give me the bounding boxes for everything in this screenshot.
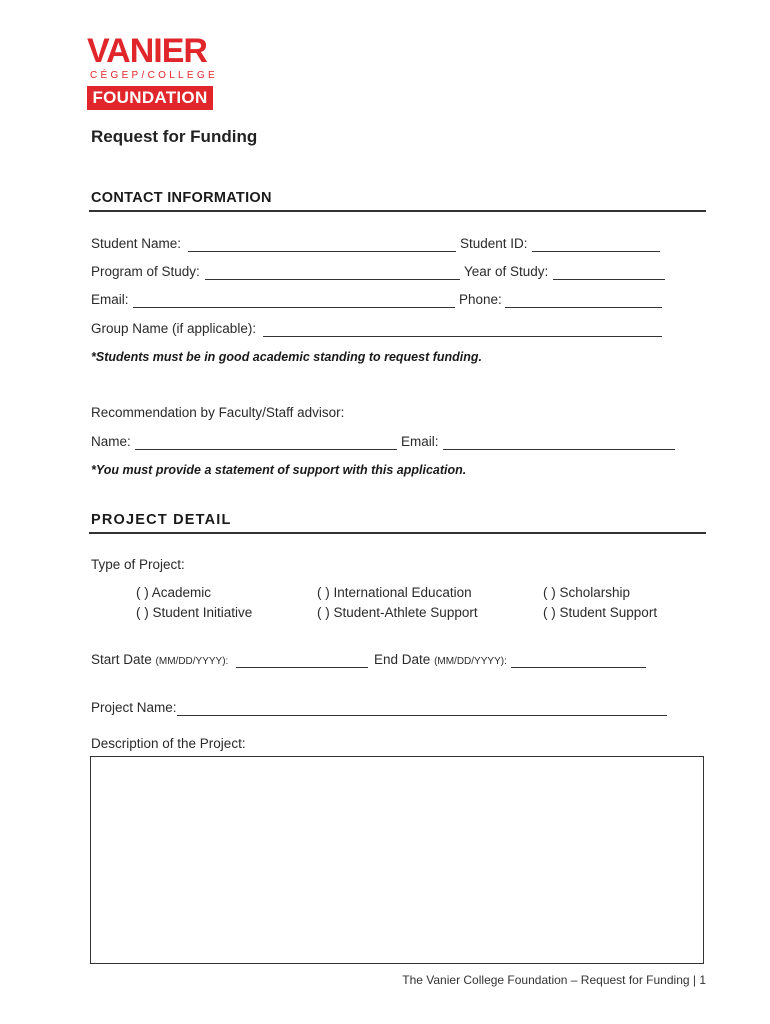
project-type-label: Type of Project: [91, 557, 185, 572]
end-date-label [374, 652, 507, 667]
logo-vanier: VANIER [87, 32, 207, 70]
option-student-initiative[interactable]: ( ) Student Initiative [136, 605, 253, 620]
page-footer: The Vanier College Foundation – Request for Funding | 1 [402, 973, 706, 987]
page-title: Request for Funding [91, 127, 258, 146]
advisor-email-label: Email: [401, 434, 439, 449]
section-contact-heading: CONTACT INFORMATION [91, 190, 272, 206]
student-name-label: Student Name: [91, 236, 182, 251]
program-label: Program of Study: [91, 264, 200, 279]
description-textarea[interactable] [90, 756, 704, 964]
logo-foundation: FOUNDATION [87, 86, 213, 110]
option-student-athlete-support[interactable]: ( ) Student-Athlete Support [317, 605, 478, 620]
description-label: Description of the Project: [91, 736, 246, 751]
end-date-text: End Date [374, 652, 431, 667]
section-rule [89, 210, 706, 212]
option-scholarship[interactable]: ( ) Scholarship [543, 585, 631, 600]
student-id-field[interactable] [532, 251, 660, 252]
advisor-name-field[interactable] [135, 449, 397, 450]
recommendation-heading: Recommendation by Faculty/Staff advisor: [91, 405, 345, 420]
advisor-email-field[interactable] [443, 449, 675, 450]
email-label: Email: [91, 292, 129, 307]
phone-field[interactable] [505, 307, 662, 308]
start-date-format: (MM/DD/YYYY): [155, 656, 229, 667]
start-date-label [91, 652, 228, 667]
section-project-heading: PROJECT DETAIL [91, 512, 232, 528]
option-academic[interactable]: ( ) Academic [136, 585, 212, 600]
advisor-name-label: Name: [91, 434, 131, 449]
end-date-field[interactable] [511, 667, 646, 668]
group-name-field[interactable] [263, 336, 662, 337]
logo-subtitle: CÉGEP/COLLEGE [90, 70, 218, 81]
section-rule [89, 532, 706, 534]
start-date-text: Start Date [91, 652, 152, 667]
statement-support-note: *You must provide a statement of support with this application. [91, 463, 467, 477]
project-name-field[interactable] [177, 715, 667, 716]
start-date-field[interactable] [236, 667, 368, 668]
option-international-education[interactable]: ( ) International Education [317, 585, 472, 600]
program-field[interactable] [205, 279, 460, 280]
student-name-field[interactable] [188, 251, 456, 252]
year-field[interactable] [553, 279, 665, 280]
email-field[interactable] [133, 307, 455, 308]
option-student-support[interactable]: ( ) Student Support [543, 605, 658, 620]
project-name-label: Project Name: [91, 700, 177, 715]
academic-standing-note: *Students must be in good academic standing to request funding. [91, 350, 482, 364]
end-date-format: (MM/DD/YYYY): [434, 656, 507, 667]
year-label: Year of Study: [464, 264, 549, 279]
group-name-label: Group Name (if applicable): [91, 321, 257, 336]
student-id-label: Student ID: [460, 236, 528, 251]
phone-label: Phone: [459, 292, 502, 307]
